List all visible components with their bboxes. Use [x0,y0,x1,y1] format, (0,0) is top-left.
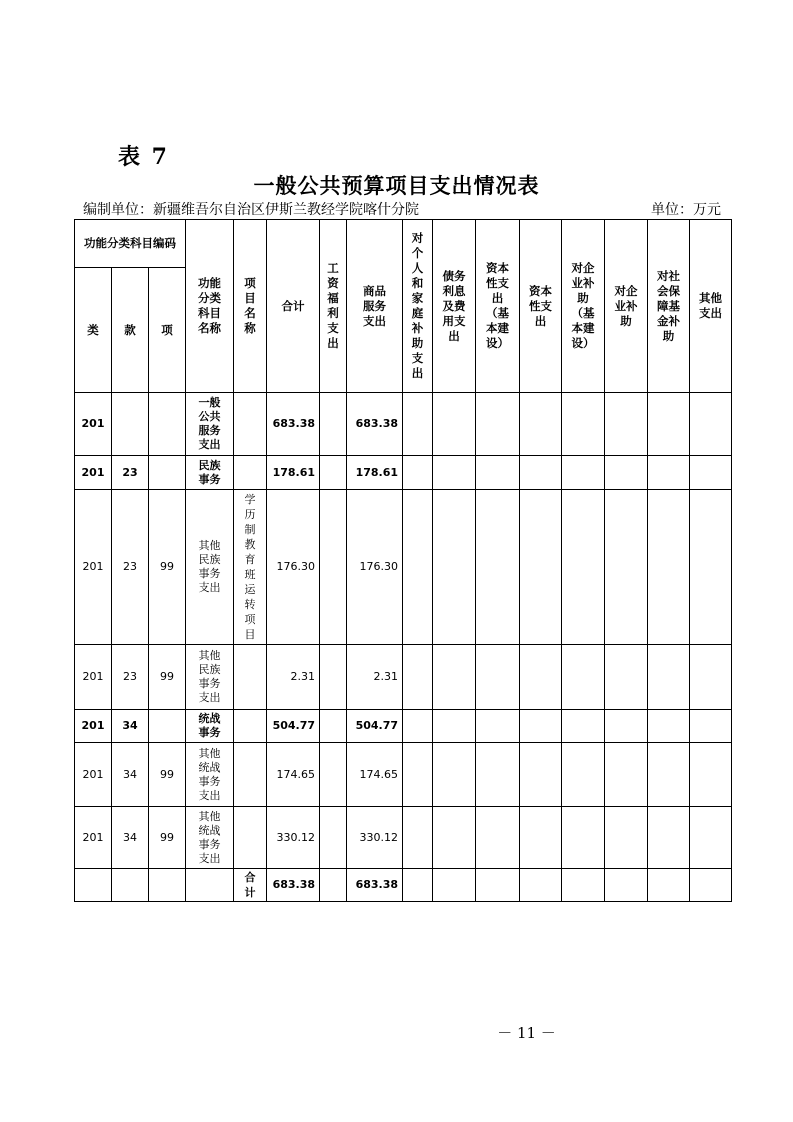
header-social: 对社会保障基金补助 [648,220,690,393]
cell-func-name [186,869,234,902]
cell-proj-name [234,645,267,710]
cell-xiang [149,393,186,456]
table-label: 表 7 [118,144,169,170]
cell-func-name: 其他统战事务支出 [186,807,234,869]
cell-func-name: 其他民族事务支出 [186,490,234,645]
header-other: 其他支出 [690,220,732,393]
cell-lei: 201 [75,393,112,456]
cell-goods: 683.38 [347,869,403,902]
header-xiang: 项 [149,268,186,393]
header-debt: 债务利息及费用支出 [433,220,476,393]
cell-kuan: 34 [112,743,149,807]
cell-func-name: 一般公共服务支出 [186,393,234,456]
cell-xiang: 99 [149,743,186,807]
cell-func-name: 民族事务 [186,456,234,490]
cell-kuan: 23 [112,645,149,710]
table-row [75,807,732,869]
cell-xiang: 99 [149,645,186,710]
cell-lei: 201 [75,456,112,490]
cell-proj-name: 学历制教育班运转项目 [234,490,267,645]
table-row [75,393,732,456]
cell-proj-name [234,807,267,869]
cell-lei: 201 [75,490,112,645]
header-total: 合计 [267,220,320,393]
cell-kuan: 34 [112,807,149,869]
cell-total: 683.38 [267,869,320,902]
cell-kuan: 23 [112,456,149,490]
cell-lei: 201 [75,743,112,807]
currency-unit: 单位：万元 [651,202,721,218]
cell-goods: 2.31 [347,645,403,710]
document-title: 一般公共预算项目支出情况表 [253,173,540,198]
cell-proj-name: 合计 [234,869,267,902]
cell-wages [320,743,347,807]
table-row [75,743,732,807]
cell-goods: 330.12 [347,807,403,869]
header-capital-build: 资本性支出（基本建设） [476,220,520,393]
header-personal: 对个人和家庭补助支出 [403,220,433,393]
cell-total: 174.65 [267,743,320,807]
table-row [75,456,732,490]
cell-kuan [112,869,149,902]
cell-kuan [112,393,149,456]
cell-proj-name [234,710,267,743]
cell-total: 176.30 [267,490,320,645]
cell-goods: 176.30 [347,490,403,645]
cell-kuan: 23 [112,490,149,645]
cell-func-name: 其他统战事务支出 [186,743,234,807]
header-ent-sub: 对企业补助 [605,220,648,393]
header-capital: 资本性支出 [520,220,562,393]
header-ent-sub-build: 对企业补助（基本建设） [562,220,605,393]
table-row [75,490,732,645]
compiling-unit: 编制单位：新疆维吾尔自治区伊斯兰教经学院喀什分院 [83,202,419,218]
cell-proj-name [234,393,267,456]
cell-kuan: 34 [112,710,149,743]
cell-wages [320,710,347,743]
table-row [75,645,732,710]
table-total-row [75,869,732,902]
cell-wages [320,807,347,869]
header-row-1 [75,220,732,268]
cell-wages [320,490,347,645]
cell-total: 330.12 [267,807,320,869]
budget-table [74,219,732,902]
cell-goods: 178.61 [347,456,403,490]
header-goods: 商品服务支出 [347,220,403,393]
cell-total: 2.31 [267,645,320,710]
cell-xiang: 99 [149,490,186,645]
cell-goods: 174.65 [347,743,403,807]
header-func-code: 功能分类科目编码 [75,220,186,268]
cell-total: 683.38 [267,393,320,456]
cell-xiang [149,456,186,490]
cell-func-name: 其他民族事务支出 [186,645,234,710]
header-lei: 类 [75,268,112,393]
cell-total: 178.61 [267,456,320,490]
cell-wages [320,393,347,456]
cell-xiang [149,869,186,902]
cell-xiang [149,710,186,743]
cell-lei: 201 [75,710,112,743]
cell-lei: 201 [75,807,112,869]
header-kuan: 款 [112,268,149,393]
cell-proj-name [234,456,267,490]
cell-total: 504.77 [267,710,320,743]
cell-wages [320,645,347,710]
table-row [75,710,732,743]
page-number: － 11 － [497,1024,556,1042]
cell-xiang: 99 [149,807,186,869]
header-func-name: 功能分类科目名称 [186,220,234,393]
cell-proj-name [234,743,267,807]
cell-func-name: 统战事务 [186,710,234,743]
cell-lei: 201 [75,645,112,710]
cell-goods: 504.77 [347,710,403,743]
header-wages: 工资福利支出 [320,220,347,393]
cell-goods: 683.38 [347,393,403,456]
cell-wages [320,869,347,902]
header-proj-name: 项目名称 [234,220,267,393]
cell-lei [75,869,112,902]
cell-wages [320,456,347,490]
